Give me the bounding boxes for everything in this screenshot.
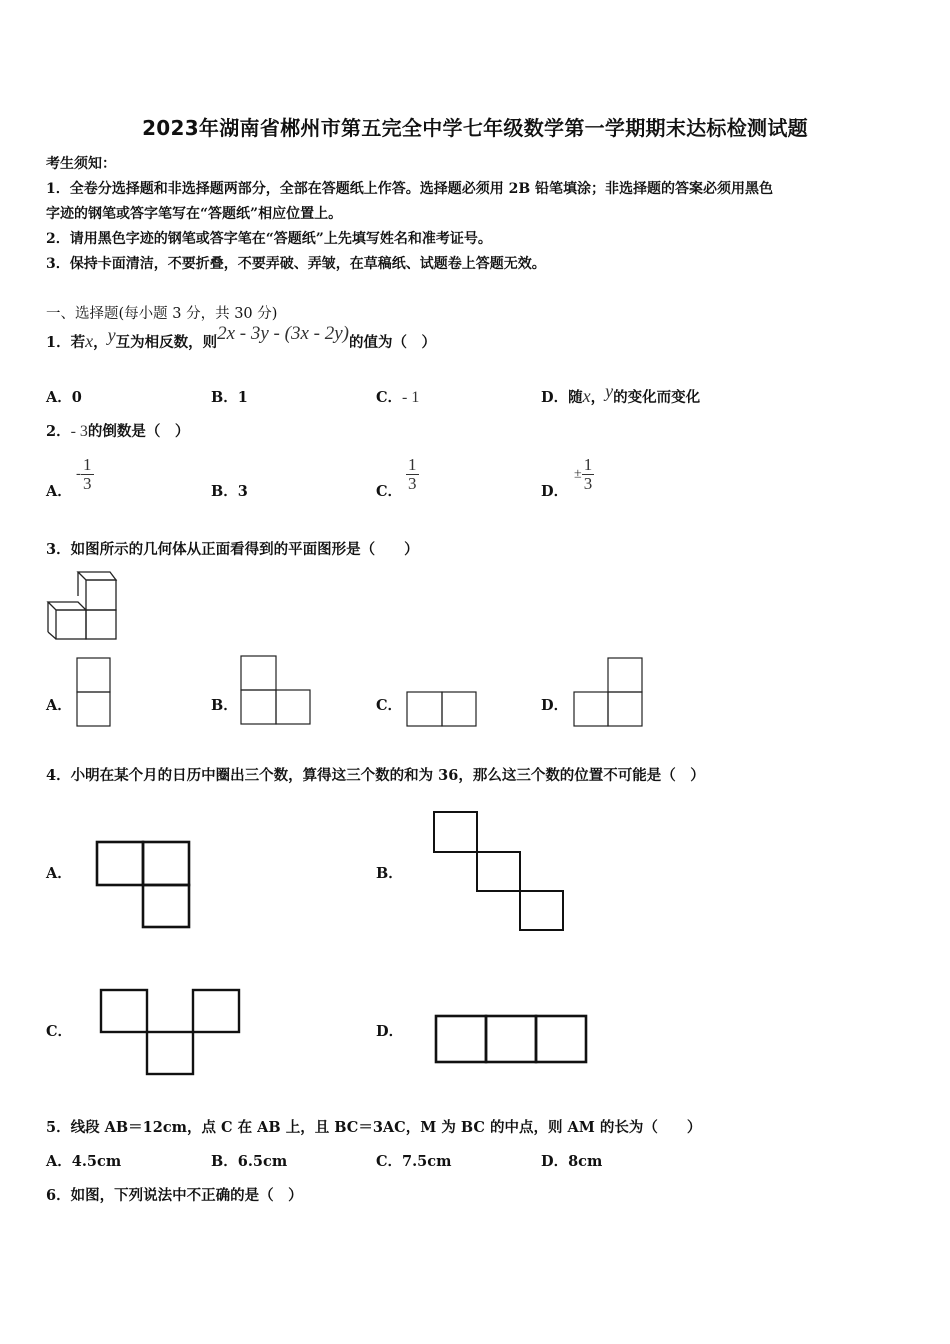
q4-option-d-figure xyxy=(434,1014,590,1066)
q1-d-tail: 的变化而变化 xyxy=(613,389,701,406)
q2-b-label: B． xyxy=(211,483,238,500)
q3-option-d-figure xyxy=(573,657,645,727)
q1-tail: 的值为（ ） xyxy=(348,334,436,351)
question-5: 5．线段 AB＝12cm，点 C 在 AB 上，且 BC＝3AC，M 为 BC 的中点，则 AM 的长为（ ） xyxy=(46,1119,702,1136)
q2-a-fraction xyxy=(81,456,94,493)
q1-expression: 2x - 3y - (3x - 2y) xyxy=(217,323,349,344)
section-heading: 一、选择题(每小题 3 分，共 30 分) xyxy=(46,306,278,322)
q2-option-b xyxy=(211,480,248,501)
notice-line-1b: 字迹的钢笔或答字笔写在“答题纸”相应位置上。 xyxy=(46,206,343,222)
q2-c-denominator: 3 xyxy=(408,474,417,493)
q5-a-label: A． xyxy=(46,1153,72,1170)
q1-option-c xyxy=(376,386,419,407)
q1-d-comma: ， xyxy=(590,389,606,406)
q3-solid-figure xyxy=(44,566,124,642)
question-4: 4．小明在某个月的日历中圈出三个数，算得这三个数的和为 36，那么这三个数的位置不可能是（ ） xyxy=(46,767,705,784)
question-6: 6．如图，下列说法中不正确的是（ ） xyxy=(46,1187,303,1204)
q2-d-numerator: 1 xyxy=(583,455,593,474)
q2-number: - 3 xyxy=(70,423,88,440)
q1-comma: ， xyxy=(93,334,108,351)
page-title: 2023年湖南省郴州市第五完全中学七年级数学第一学期期末达标检测试题 xyxy=(142,116,808,140)
q3-option-b-figure xyxy=(240,655,312,725)
q5-option-a xyxy=(46,1150,121,1171)
q4-option-b-figure xyxy=(433,811,567,933)
q1-d-y: y xyxy=(605,381,614,401)
q2-option-d-label: D． xyxy=(541,483,569,500)
q3-option-c-figure xyxy=(406,691,478,727)
q4-option-c-label: C． xyxy=(46,1023,73,1040)
q3-option-d-label: D． xyxy=(541,697,569,714)
q4-option-a-figure xyxy=(95,840,193,930)
q5-option-b xyxy=(211,1150,287,1171)
q2-a-sign: - xyxy=(76,466,81,482)
q1-b-value: 1 xyxy=(237,389,248,406)
q1-a-label: A． xyxy=(46,389,72,406)
q4-option-b-label: B． xyxy=(376,865,403,882)
q2-option-a-label: A． xyxy=(46,483,72,500)
q1-option-d xyxy=(541,381,701,407)
q2-d-fraction xyxy=(582,456,595,493)
question-1 xyxy=(46,323,436,353)
q3-option-a-label: A． xyxy=(46,697,72,714)
notice-line-2: 2．请用黑色字迹的钢笔或答字笔在“答题纸”上先填写姓名和准考证号。 xyxy=(46,231,492,247)
q1-var-x: x xyxy=(85,331,94,351)
q2-c-numerator: 1 xyxy=(408,455,417,474)
q5-d-value: 8cm xyxy=(568,1153,603,1170)
q2-lead: 2． xyxy=(46,423,71,440)
q1-option-a xyxy=(46,386,82,407)
q4-option-a-label: A． xyxy=(46,865,72,882)
q2-b-value: 3 xyxy=(237,483,248,500)
notice-line-3: 3．保持卡面清洁，不要折叠，不要弄破、弄皱，在草稿纸、试题卷上答题无效。 xyxy=(46,256,546,272)
q2-a-denominator: 3 xyxy=(83,474,92,493)
q2-option-a-value xyxy=(76,456,94,493)
q2-a-numerator: 1 xyxy=(83,455,92,474)
q4-option-d-label: D． xyxy=(376,1023,404,1040)
q1-c-label: C． xyxy=(376,389,403,406)
q1-a-value: 0 xyxy=(71,389,82,406)
q5-c-value: 7.5cm xyxy=(402,1153,452,1170)
notice-line-1a: 1．全卷分选择题和非选择题两部分，全部在答题纸上作答。选择题必须用 2B 铅笔填涂；非选择题的答案必须用黑色 xyxy=(46,181,774,197)
q1-d-x: x xyxy=(582,386,591,406)
q2-option-c-value xyxy=(406,456,419,493)
q5-a-value: 4.5cm xyxy=(71,1153,122,1170)
q2-option-c-label: C． xyxy=(376,483,403,500)
question-3: 3．如图所示的几何体从正面看得到的平面图形是（ ） xyxy=(46,541,419,558)
q2-d-sign: ± xyxy=(574,466,582,482)
q1-c-value: - 1 xyxy=(402,389,420,406)
q3-option-c-label: C． xyxy=(376,697,403,714)
q1-lead: 1．若 xyxy=(46,334,86,351)
q5-c-label: C． xyxy=(376,1153,403,1170)
q1-d-label: D．随 xyxy=(541,389,583,406)
q1-mid: 互为相反数，则 xyxy=(115,334,218,351)
q1-b-label: B． xyxy=(211,389,238,406)
q3-option-b-label: B． xyxy=(211,697,238,714)
q4-option-c-figure xyxy=(99,988,241,1078)
q2-d-denominator: 3 xyxy=(583,474,593,493)
q1-var-y: y xyxy=(107,325,116,345)
question-2 xyxy=(46,420,189,441)
q2-tail: 的倒数是（ ） xyxy=(87,423,190,440)
q5-b-label: B． xyxy=(211,1153,238,1170)
q5-b-value: 6.5cm xyxy=(237,1153,288,1170)
q5-d-label: D． xyxy=(541,1153,569,1170)
q1-option-b xyxy=(211,386,248,407)
q5-option-d xyxy=(541,1150,602,1171)
q2-c-fraction xyxy=(406,456,419,493)
notice-heading: 考生须知： xyxy=(46,156,116,172)
q5-option-c xyxy=(376,1150,451,1171)
q3-option-a-figure xyxy=(76,657,112,727)
q2-option-d-value xyxy=(574,456,594,493)
